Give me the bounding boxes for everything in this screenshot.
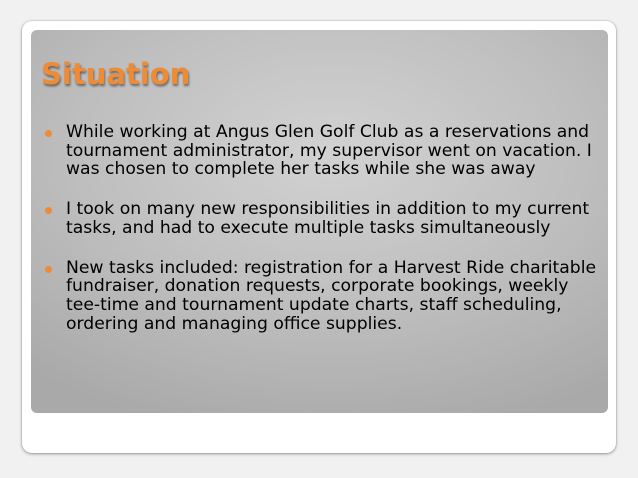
bullet-item	[42, 259, 598, 334]
bullet-item	[42, 200, 598, 237]
bullet-dot-icon	[45, 207, 52, 214]
bullet-text: I took on many new responsibilities in addition to my current tasks, and had to execute multiple tasks simultaneously	[66, 199, 590, 238]
bullet-text: While working at Angus Glen Golf Club as a reservations and tournament administrator, my supervisor went on vacation. I was chosen to complete her tasks while she was away	[66, 122, 592, 180]
bullet-item	[42, 123, 598, 179]
bullet-dot-icon	[45, 130, 52, 137]
bullet-dot-icon	[45, 266, 52, 273]
bullet-text: New tasks included: registration for a Harvest Ride charitable fundraiser, donation requests, corporate bookings, weekly tee-time and tournament update charts, staff scheduling, ordering and managing office supplies.	[66, 257, 597, 334]
bullet-list	[42, 123, 598, 354]
slide-title: Situation	[41, 57, 191, 91]
